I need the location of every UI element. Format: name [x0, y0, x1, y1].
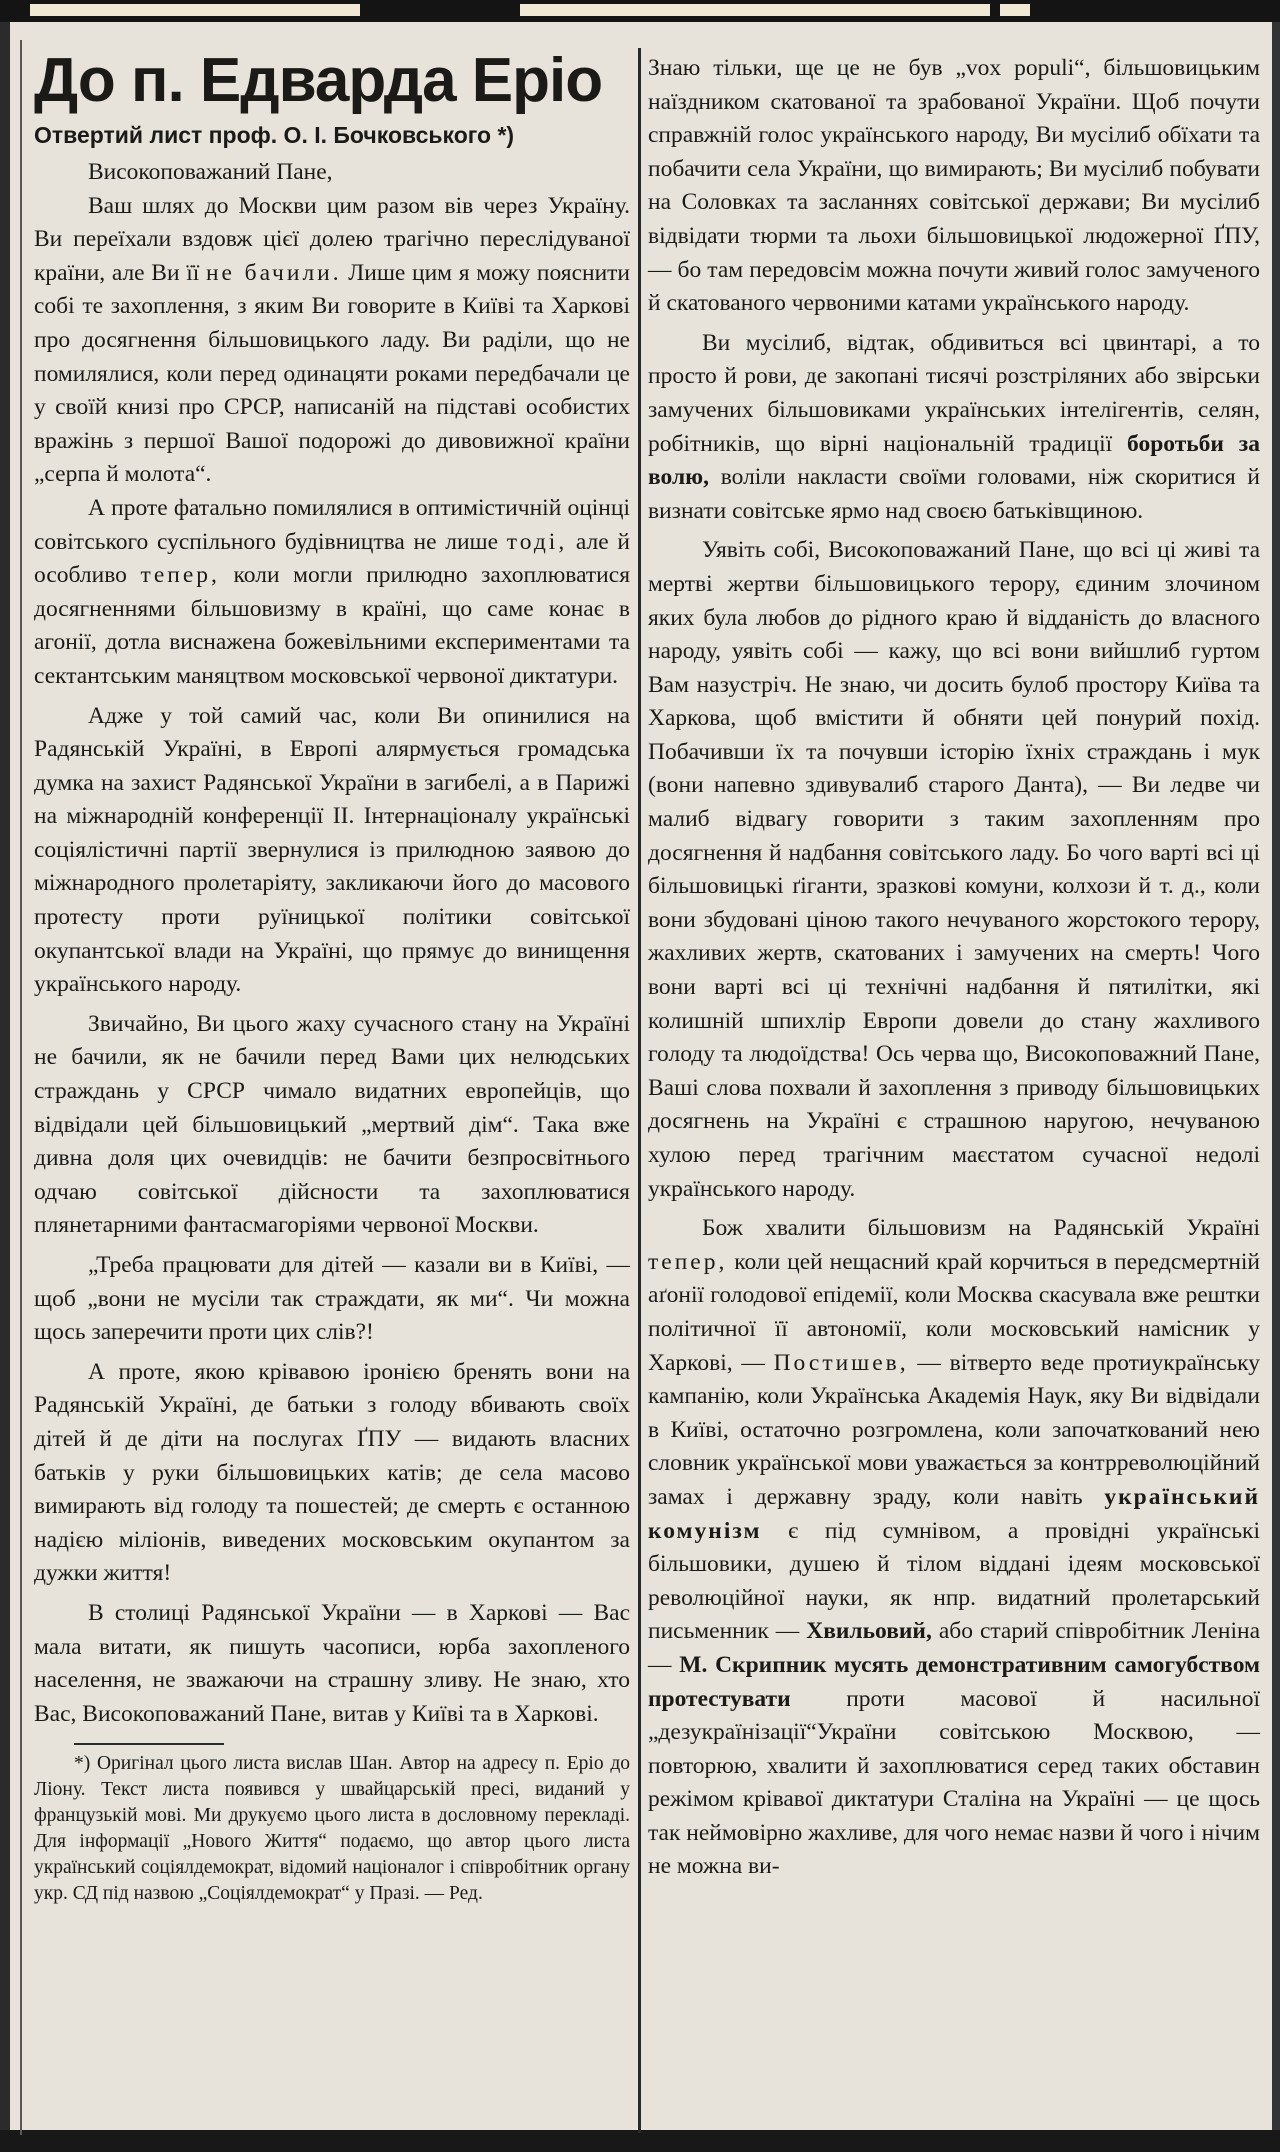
paragraph: „Треба працювати для дітей — казали ви в Київі, — щоб „вони не мусіли так страждати, як ми“. Чи можна щось заперечити проти цих слів?!: [34, 1252, 630, 1346]
paragraph: Ви мусілиб, відтак, обдивиться всі цвинтарі, а то просто й рови, де закопані тисячі розстріляних або звірськи замучених більшовиками українських інтелігентів, селян, робітників, що вірні національній традиції боротьби за волю, воліли накласти своїми головами, ніж скоритися й визнати совітське ярмо над своєю батьківщиною.: [648, 329, 1261, 524]
paragraph: Звичайно, Ви цього жаху сучасного стану на Україні не бачили, як не бачили перед Вами цих нелюдських страждань у СРСР чимало видатних европейців, що відвідали цей більшовицький „мертвий дім“. Така вже дивна доля цих очевидців: не бачити безпросвітнього одчаю совітської дійсности та захоплюватися плянетарними фантасмагоріями червоної Москви.: [34, 1010, 630, 1239]
paragraph: Знаю тільки, ще це не був „vox populi“, більшовицьким наїздником скатованої та зрабованої України. Щоб почути справжній голос українського народу, Ви мусілиб обїхати та побачити села України, що вимирають; Ви мусілиб побувати на Соловках та засланнях совітської держави; Ви мусілиб відвідати тюрми та льохи більшовицької людожерної ҐПУ, — бо там передовсім можна почути живий голос замученого й скатованого червоними катами українського народу.: [648, 55, 1260, 317]
right-scan-edge: [1272, 22, 1280, 2132]
footnote: *) Оригінал цього листа вислав Шан. Автор на адресу п. Еріо до Ліону. Текст листа появився у швайцарській пресі, виданий у французькій мові. Ми друкуємо цього листа в дословному перекладі. Для інформації „Нового Життя“ подаємо, що автор цього листа український соціялдемократ, відомий націоналог і співробітник органу укр. СД під назвою „Соціялдемократ“ у Празі. — Ред.: [34, 1753, 630, 1905]
column-divider: [638, 48, 641, 2133]
paragraph: А проте фатально помилялися в оптимістичній оцінці совітського суспільного будівництва не лише тоді, але й особливо тепер, коли могли прилюдно захоплюватися досягненнями більшовизму в країні, що саме конає в агонії, дотла виснажена божевільними експериментами та сектантським маняцтвом московської червоної диктатури.: [34, 494, 630, 689]
paragraph: В столиці Радянської України — в Харкові — Вас мала витати, як пишуть часописи, юрба захопленого населення, не зважаючи на страшну зливу. Не знаю, хто Вас, Високоповажаний Пане, витав у Київі та в Харкові.: [34, 1599, 630, 1727]
paragraph: Бож хвалити більшовизм на Радянській Україні тепер, коли цей нещасний край корчиться в передсмертній аґонії голодової епідемії, коли Москва скасувала вже рештки політичної її автономії, коли московський намісник у Харкові, — Постишев, — вітверто веде протиукраїнську кампанію, коли Українська Академія Наук, яку Ви відвідали в Київі, остаточно розгромлена, коли започаткований нею словник української мови уважається за контрреволюційний замах і державну зраду, коли навіть український комунізм є під сумнівом, а провідні українські більшовики, душею й тілом віддані ідеям московської революційної науки, як нпр. видатний пролетарський письменник — Хвильовий, або старий співробітник Леніна — М. Скрипник мусять демонстративним самогубством протестувати проти масової й насильної „дезукраїнізації“України совітською Москвою, — повторюю, хвалити й захоплюватися серед таких обставин режімом крівавої диктатури Сталіна на Україні — це щось так неймовірно жахливе, для чого немає назви й чого і нічим не можна ви-: [648, 1215, 1261, 1880]
top-scan-edge: [0, 0, 1280, 22]
left-scan-edge: [0, 22, 10, 2132]
footnote-separator: [74, 1743, 224, 1745]
greeting: Високоповажаний Пане,: [88, 159, 333, 185]
bottom-scan-edge: [0, 2130, 1280, 2152]
right-column: [648, 52, 1260, 1884]
paragraph: А проте, якою крівавою іронією бренять вони на Радянській Україні, де батьки з голоду вбивають своїх дітей й де діти на послугах ҐПУ — видають власних батьків у руки більшовицьких катів; де села масово вимирають від голоду та пошестей; де смерть є останною надією міліонів, виведених московським окупантом за дужки життя!: [34, 1358, 630, 1587]
headline: До п. Едварда Еріо: [34, 46, 603, 115]
left-column: [34, 46, 630, 1907]
subheadline: Отвертий лист проф. О. І. Бочковського *): [34, 122, 515, 148]
paragraph: Адже у той самий час, коли Ви опинилися на Радянській Україні, в Европі алярмується громадська думка на захист Радянської України в загибелі, а в Парижі на міжнародній конференції II. Інтернаціоналу українські соціялістичні партії звернулися із прилюдною заявою до міжнародного пролетаріяту, закликаючи його до масового протесту проти руїницької політики совітської окупантської влади на Україні, що прямує до винищення українського народу.: [34, 702, 630, 998]
paragraph: Ваш шлях до Москви цим разом вів через Україну. Ви переїхали вздовж цієї долею трагічно переслідуваної країни, але Ви її не бачили. Лише цим я можу пояснити собі те захоплення, з яким Ви говорите в Київі та Харкові про досягнення більшовицького ладу. Ви раділи, що не помилялися, коли перед одинацяти роками передбачали це у своїй книзі про СРСР, написаній на підставі особистих вражінь з першої Вашої подорожі до дивовижної країни „серпа й молота“.: [34, 192, 630, 488]
left-border-rule: [20, 40, 22, 2135]
paragraph: Уявіть собі, Високоповажаний Пане, що всі ці живі та мертві жертви більшовицького терору, єдиним злочином яких була любов до рідного краю й відданість до власного народу, уявіть собі — кажу, що всі вони вийшлиб гуртом Вам назустріч. Не знаю, чи досить булоб простору Київа та Харкова, щоб вмістити й обняти цей понурий похід. Побачивши їх та почувши історію їхніх страждань і мук (вони напевно здивувалиб старого Данта), — Ви ледве чи малиб відвагу говорити з таким захопленням про досягнення й надбання совітського ладу. Бо чого варті всі ці більшовицькі ґіганти, зразкові комуни, колхози й т. д., коли вони збудовані ціною такого нечуваного жорстокого терору, жахливих жертв, скатованих і замучених на смерть! Чого вони варті всі ці технічні надбання й пятилітки, які колишній шпихлір Европи довели до стану жахливого голоду та людоїдства! Ось черва що, Високоповажний Пане, Ваші слова похвали й захоплення з приводу більшовицьких досягнень на Україні є страшною наругою, нечуваною хулою перед трагічним маєстатом сучасної недолі українського народу.: [648, 537, 1260, 1202]
